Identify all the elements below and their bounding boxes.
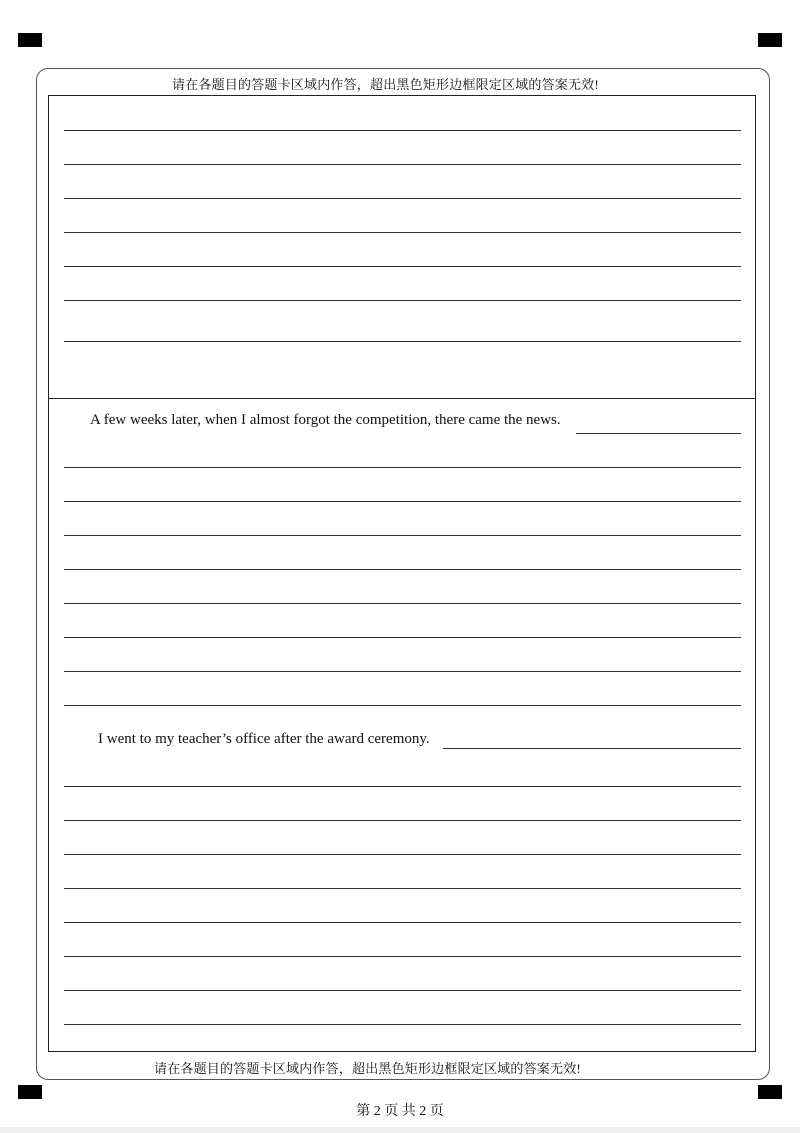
writing-line[interactable] [64, 990, 741, 991]
paragraph-prompt-1: A few weeks later, when I almost forgot the competition, there came the news. [90, 412, 561, 428]
writing-line[interactable] [64, 569, 741, 570]
writing-line[interactable] [64, 467, 741, 468]
writing-line[interactable] [64, 820, 741, 821]
prompt-continuation-line[interactable] [576, 433, 741, 434]
writing-line[interactable] [64, 854, 741, 855]
paragraph-prompt-2: I went to my teacher’s office after the award ceremony. [98, 731, 430, 747]
writing-line[interactable] [64, 341, 741, 342]
answer-area-box [48, 95, 756, 1052]
writing-line[interactable] [64, 705, 741, 706]
prompt-continuation-line[interactable] [443, 748, 741, 749]
writing-line[interactable] [64, 266, 741, 267]
writing-line[interactable] [64, 637, 741, 638]
writing-line[interactable] [64, 888, 741, 889]
writing-line[interactable] [64, 535, 741, 536]
section-divider [48, 398, 756, 399]
writing-line[interactable] [64, 1024, 741, 1025]
page-number: 第 2 页 共 2 页 [356, 1104, 444, 1119]
writing-line[interactable] [64, 786, 741, 787]
page-bottom-edge [0, 1127, 800, 1133]
writing-line[interactable] [64, 300, 741, 301]
writing-line[interactable] [64, 671, 741, 672]
registration-mark-top-right [758, 33, 782, 47]
writing-line[interactable] [64, 603, 741, 604]
bottom-notice: 请在各题目的答题卡区域内作答，超出黑色矩形边框限定区域的答案无效! [154, 1061, 581, 1076]
writing-line[interactable] [64, 164, 741, 165]
registration-mark-bottom-right [758, 1085, 782, 1099]
writing-line[interactable] [64, 130, 741, 131]
writing-line[interactable] [64, 922, 741, 923]
writing-line[interactable] [64, 232, 741, 233]
writing-line[interactable] [64, 501, 741, 502]
writing-line[interactable] [64, 198, 741, 199]
writing-line[interactable] [64, 956, 741, 957]
registration-mark-top-left [18, 33, 42, 47]
registration-mark-bottom-left [18, 1085, 42, 1099]
top-notice: 请在各题目的答题卡区域内作答，超出黑色矩形边框限定区域的答案无效! [172, 77, 599, 92]
